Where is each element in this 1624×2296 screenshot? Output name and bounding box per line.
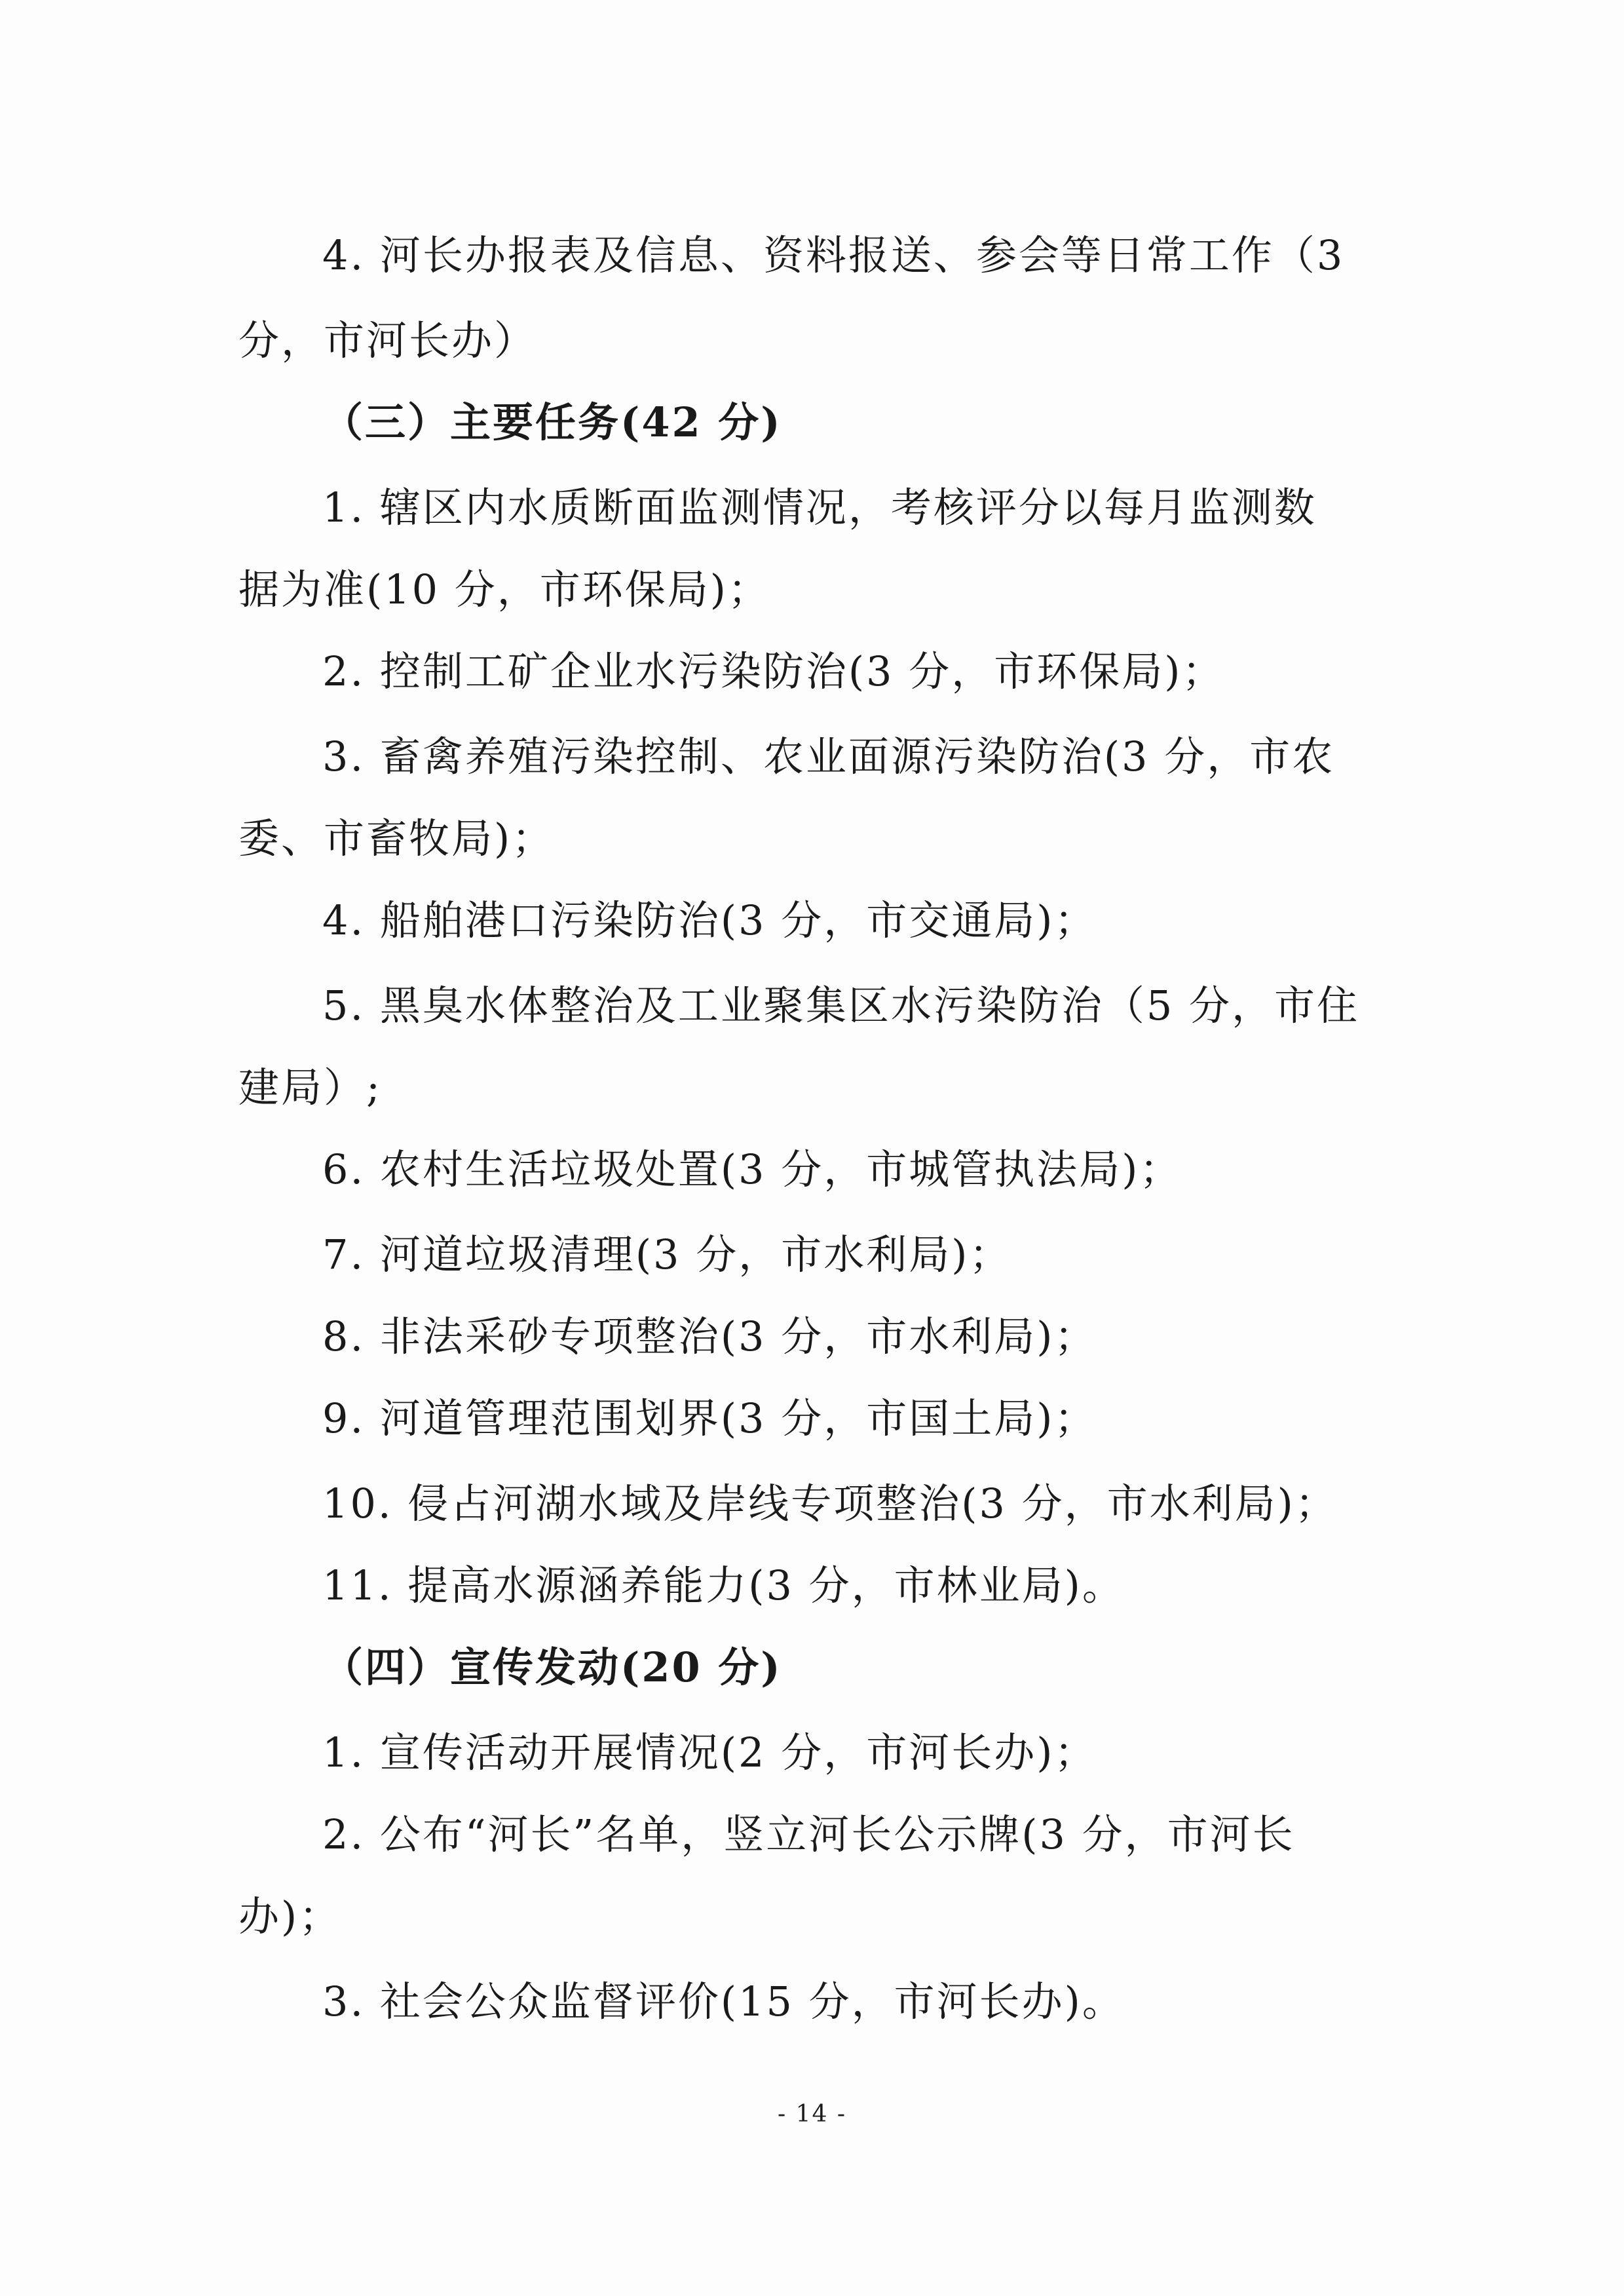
page-number: - 14 - (777, 2101, 847, 2128)
item-4-daily-work-cont: 分，市河长办） (238, 316, 537, 364)
publicity-2-river-chief-list: 2. 公布“河长”名单，竖立河长公示牌(3 分，市河长 (322, 1810, 1295, 1858)
task-3-livestock-pollution: 3. 畜禽养殖污染控制、农业面源污染防治(3 分，市农 (322, 733, 1335, 780)
section-heading-publicity: （四）宣传发动(20 分) (322, 1643, 782, 1691)
task-4-ship-port-pollution: 4. 船舶港口污染防治(3 分，市交通局)； (322, 896, 1097, 944)
publicity-2-river-chief-list-cont: 办)； (238, 1892, 342, 1940)
publicity-3-public-supervision: 3. 社会公众监督评价(15 分，市河长办)。 (322, 1978, 1125, 2025)
publicity-1-activities: 1. 宣传活动开展情况(2 分，市河长办)； (322, 1729, 1097, 1776)
task-2-industrial-pollution: 2. 控制工矿企业水污染防治(3 分，市环保局)； (322, 647, 1225, 695)
task-10-shoreline-encroachment: 10. 侵占河湖水域及岸线专项整治(3 分，市水利局)； (322, 1480, 1338, 1527)
task-11-water-conservation: 11. 提高水源涵养能力(3 分，市林业局)。 (322, 1561, 1125, 1609)
task-1-water-quality-cont: 据为准(10 分，市环保局)； (238, 565, 770, 613)
task-3-livestock-pollution-cont: 委、市畜牧局)； (238, 814, 555, 862)
task-5-black-odorous-water: 5. 黑臭水体整治及工业聚集区水污染防治（5 分，市住 (322, 982, 1360, 1029)
task-8-illegal-sand-mining: 8. 非法采砂专项整治(3 分，市水利局)； (322, 1312, 1097, 1360)
task-5-black-odorous-water-cont: 建局）; (238, 1063, 382, 1111)
section-heading-main-tasks: （三）主要任务(42 分) (322, 398, 782, 446)
task-6-rural-garbage: 6. 农村生活垃圾处置(3 分，市城管执法局)； (322, 1145, 1182, 1193)
item-4-daily-work: 4. 河长办报表及信息、资料报送、参会等日常工作（3 (322, 231, 1345, 279)
task-1-water-quality: 1. 辖区内水质断面监测情况，考核评分以每月监测数 (322, 484, 1317, 531)
task-9-river-boundary: 9. 河道管理范围划界(3 分，市国土局)； (322, 1394, 1097, 1442)
task-7-river-garbage: 7. 河道垃圾清理(3 分，市水利局)； (322, 1231, 1012, 1278)
